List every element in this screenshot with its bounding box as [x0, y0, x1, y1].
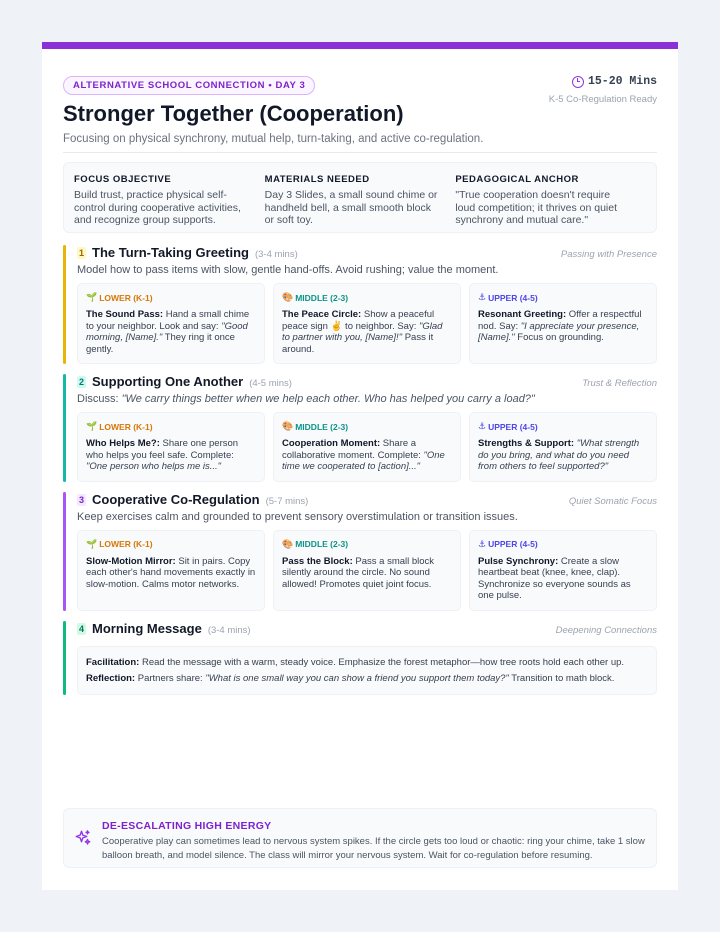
objective-heading: PEDAGOGICAL ANCHOR: [455, 174, 579, 185]
lesson-header: [63, 75, 657, 153]
card-upper: [469, 412, 657, 482]
page-title: Stronger Together (Cooperation): [63, 101, 404, 126]
anchor-icon: ⚓: [478, 538, 487, 549]
objective-heading: MATERIALS NEEDED: [264, 174, 370, 185]
section-accent-bar: [63, 245, 66, 364]
level-cards: [77, 412, 657, 482]
lesson-page: [42, 42, 678, 890]
level-label: UPPER (4-5): [488, 421, 538, 432]
section-title: The Turn-Taking Greeting: [92, 245, 249, 260]
section-accent-bar: [63, 374, 66, 482]
level-cards: [77, 283, 657, 364]
level-label: UPPER (4-5): [488, 292, 538, 303]
section-cooperative-co-regulation: [63, 492, 657, 611]
objective-heading: FOCUS OBJECTIVE: [74, 174, 172, 185]
card-text: Slow-Motion Mirror: Sit in pairs. Copy each other's hand movements exactly in slow-motion. Calms motor networks.: [86, 555, 256, 590]
card-text: Pass the Block: Pass a small block silently around the circle. No sound allowed! Promotes quiet joint focus.: [282, 555, 435, 590]
palette-icon: 🎨: [282, 421, 294, 431]
card-middle: [273, 412, 461, 482]
level-label: MIDDLE (2-3): [295, 539, 349, 549]
card-lower: [77, 283, 265, 364]
objective-text: "True cooperation doesn't require loud competition; it thrives on quiet synchrony and mutual care.": [455, 189, 618, 226]
card-text: The Sound Pass: Hand a small chime to your neighbor. Look and say: "Good morning, [Name]." They ring it once gently.: [86, 309, 250, 355]
section-accent-bar: [63, 621, 66, 695]
card-text: Cooperation Moment: Share a collaborative moment. Complete: "One time we cooperated to [action]...": [282, 438, 445, 472]
section-turn-taking-greeting: [63, 245, 657, 364]
deescalation-callout: [63, 808, 657, 868]
section-tag: Deepening Connections: [555, 624, 657, 636]
anchor-icon: ⚓: [478, 421, 487, 431]
objective-text: Day 3 Slides, a small sound chime or handheld bell, a small smooth block or soft toy.: [264, 189, 438, 226]
facilitation-line: Facilitation: Read the message with a warm, steady voice. Emphasize the forest metaphor—how tree roots hold each other up.: [86, 656, 625, 668]
palette-icon: 🎨: [282, 538, 294, 549]
sprout-icon: 🌱: [86, 292, 98, 302]
reflection-line: Reflection: Partners share: "What is one small way you can show a friend you support them today?" Transition to math block.: [86, 672, 615, 684]
section-tag: Passing with Presence: [560, 249, 657, 260]
card-text: Resonant Greeting: Offer a respectful nod. Say: "I appreciate your presence, [Name]." Focus on grounding.: [478, 309, 642, 343]
anchor-icon: ⚓: [478, 292, 487, 302]
section-title: Cooperative Co-Regulation: [92, 491, 260, 507]
sprout-icon: 🌱: [86, 421, 98, 431]
level-label: LOWER (K-1): [99, 421, 153, 432]
level-cards: [77, 530, 657, 611]
pedagogical-anchor: [455, 174, 646, 226]
accent-bar: [42, 42, 678, 49]
section-title: Supporting One Another: [92, 374, 244, 389]
section-morning-message: [63, 621, 657, 695]
card-text: Who Helps Me?: Share one person who helps you feel safe. Complete: "One person who helps me is...": [86, 438, 239, 472]
duration-label: 15-20 Mins: [587, 75, 657, 88]
section-supporting-one-another: [63, 374, 657, 482]
section-description: Discuss: "We carry things better when we help each other. Who has helped you carry a load?": [77, 393, 535, 405]
section-tag: Quiet Somatic Focus: [568, 495, 657, 507]
clock-icon: [572, 76, 584, 88]
card-text: Pulse Synchrony: Create a slow heartbeat beat (knee, knee, clap). Synchronize so everyone sounds as one pulse.: [478, 555, 631, 601]
section-description: Keep exercises calm and grounded to prevent sensory overstimulation or transition issues.: [77, 510, 518, 523]
card-middle: [273, 530, 461, 611]
page-subtitle: Focusing on physical synchrony, mutual help, turn-taking, and active co-regulation.: [63, 133, 484, 145]
sprout-icon: 🌱: [86, 538, 98, 549]
morning-message-box: [77, 646, 657, 695]
level-label: MIDDLE (2-3): [295, 292, 349, 303]
card-middle: [273, 283, 461, 364]
day-badge: ALTERNATIVE SCHOOL CONNECTION • DAY 3: [63, 76, 315, 95]
section-number: 2: [79, 377, 85, 387]
card-lower: [77, 412, 265, 482]
focus-objective: [74, 174, 265, 226]
section-duration: (4-5 mins): [249, 378, 292, 389]
card-text: Strengths & Support: "What strength do you bring, and what do you need from others to feel supported?": [478, 438, 640, 472]
section-number: 4: [79, 623, 85, 634]
objectives-panel: [63, 162, 657, 233]
section-number: 3: [79, 494, 85, 505]
palette-icon: 🎨: [282, 292, 294, 302]
objective-text: Build trust, practice physical self-control during cooperative activities, and recognize group supports.: [74, 189, 241, 226]
section-duration: (3-4 mins): [254, 249, 298, 260]
sparkle-icon: [74, 829, 92, 847]
section-accent-bar: [63, 492, 66, 611]
materials-needed: [264, 174, 456, 226]
level-label: LOWER (K-1): [99, 539, 153, 549]
level-label: LOWER (K-1): [99, 292, 153, 303]
card-lower: [77, 530, 265, 611]
deescalation-title: DE-ESCALATING HIGH ENERGY: [102, 820, 272, 832]
section-description: Model how to pass items with slow, gentle hand-offs. Avoid rushing; value the moment.: [77, 264, 499, 276]
card-text: The Peace Circle: Show a peaceful peace sign ✌️ to neighbor. Say: "Glad to partner with you, [Name]!" Pass it around.: [282, 309, 443, 355]
deescalation-text: Cooperative play can sometimes lead to nervous system spikes. If the circle gets too loud or chaotic: ring your chime, take 1 slow balloon breath, and model silence. The class will mirror your nervous system. Wait for co-regulation before resuming.: [102, 836, 645, 861]
grade-range-label: K-5 Co-Regulation Ready: [548, 94, 657, 105]
section-number: 1: [79, 248, 85, 258]
section-title: Morning Message: [92, 620, 202, 636]
section-tag: Trust & Reflection: [582, 378, 657, 389]
section-duration: (3-4 mins): [207, 624, 251, 636]
card-upper: [469, 283, 657, 364]
time-info: [549, 75, 657, 105]
card-upper: [469, 530, 657, 611]
section-duration: (5-7 mins): [265, 495, 309, 507]
level-label: UPPER (4-5): [488, 539, 538, 549]
level-label: MIDDLE (2-3): [295, 421, 349, 432]
